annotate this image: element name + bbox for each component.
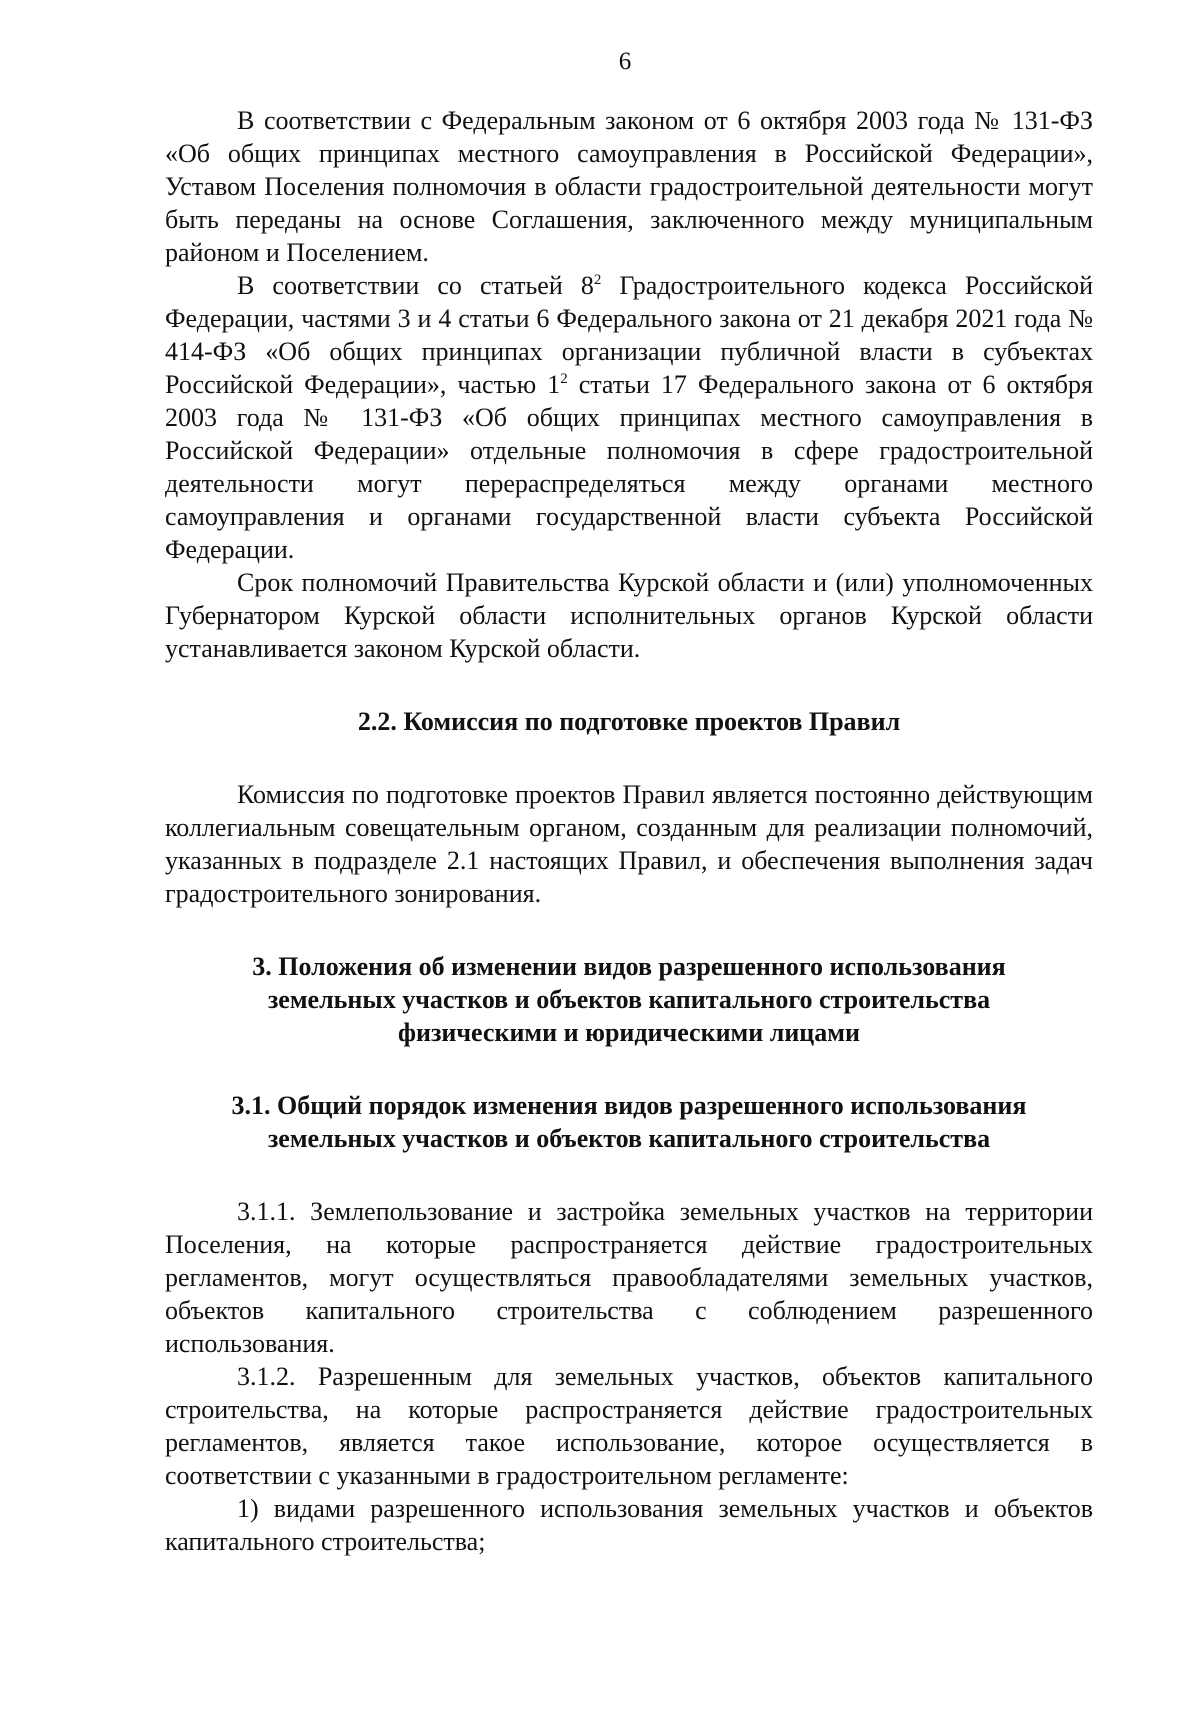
- text-fragment: статьи 17 Федерального закона от 6 октября 2003 года № 131-ФЗ «Об общих принципах местного самоуправления в Российской Федерации» отдельные полномочия в сфере градостроительной деятельности могут перераспределяться между органами местного самоуправления и органами государственной власти субъекта Российской Федерации.: [165, 370, 1093, 564]
- heading-line: земельных участков и объектов капитального строительства: [267, 1124, 991, 1153]
- section-heading-3-1: [165, 1089, 1093, 1155]
- paragraph-3-1-2: 3.1.2. Разрешенным для земельных участков, объектов капитального строительства, на которые распространяется действие градостроительных регламентов, является такое использование, которое осуществляется в соответствии с указанными в градостроительном регламенте:: [165, 1362, 1093, 1490]
- superscript: 2: [593, 272, 602, 288]
- section-heading-3: [165, 950, 1093, 1049]
- heading-line: 3.1. Общий порядок изменения видов разрешенного использования: [231, 1091, 1027, 1120]
- text-fragment: В соответствии со статьей 8: [237, 271, 594, 300]
- document-body: [165, 104, 1093, 1558]
- heading-line: 3. Положения об изменении видов разрешенного использования: [252, 952, 1006, 981]
- paragraph-commission: Комиссия по подготовке проектов Правил является постоянно действующим коллегиальным совещательным органом, созданным для реализации полномочий, указанных в подразделе 2.1 настоящих Правил, и обеспечения выполнения задач градостроительного зонирования.: [165, 780, 1093, 908]
- paragraph-redistribution-of-powers: [165, 269, 1093, 566]
- paragraph-3-1-1: 3.1.1. Землепользование и застройка земельных участков на территории Поселения, на которые распространяется действие градостроительных регламентов, могут осуществляться правообладателями земельных участков, объектов капитального строительства с соблюдением разрешенного использования.: [165, 1197, 1093, 1358]
- section-heading-2-2: 2.2. Комиссия по подготовке проектов Правил: [357, 707, 901, 736]
- superscript: 2: [560, 371, 568, 387]
- heading-line: земельных участков и объектов капитального строительства: [267, 985, 991, 1014]
- text-fragment: Градостроительного кодекса Российской Федерации, частями 3 и 4 статьи 6 Федерального закона от 21 декабря 2021 года № 414-ФЗ «Об общих принципах организации публичной власти в субъектах Российской Федерации», частью 1: [165, 271, 1093, 399]
- list-item-1: 1) видами разрешенного использования земельных участков и объектов капитального строительства;: [165, 1494, 1093, 1556]
- heading-line: физическими и юридическими лицами: [398, 1018, 860, 1047]
- paragraph-federal-law-131: В соответствии с Федеральным законом от 6 октября 2003 года № 131-ФЗ «Об общих принципах местного самоуправления в Российской Федерации», Уставом Поселения полномочия в области градостроительной деятельности могут быть переданы на основе Соглашения, заключенного между муниципальным районом и Поселением.: [165, 106, 1093, 267]
- paragraph-term-of-powers: Срок полномочий Правительства Курской области и (или) уполномоченных Губернатором Курской области исполнительных органов Курской области устанавливается законом Курской области.: [165, 568, 1093, 663]
- page-number: 6: [618, 48, 632, 75]
